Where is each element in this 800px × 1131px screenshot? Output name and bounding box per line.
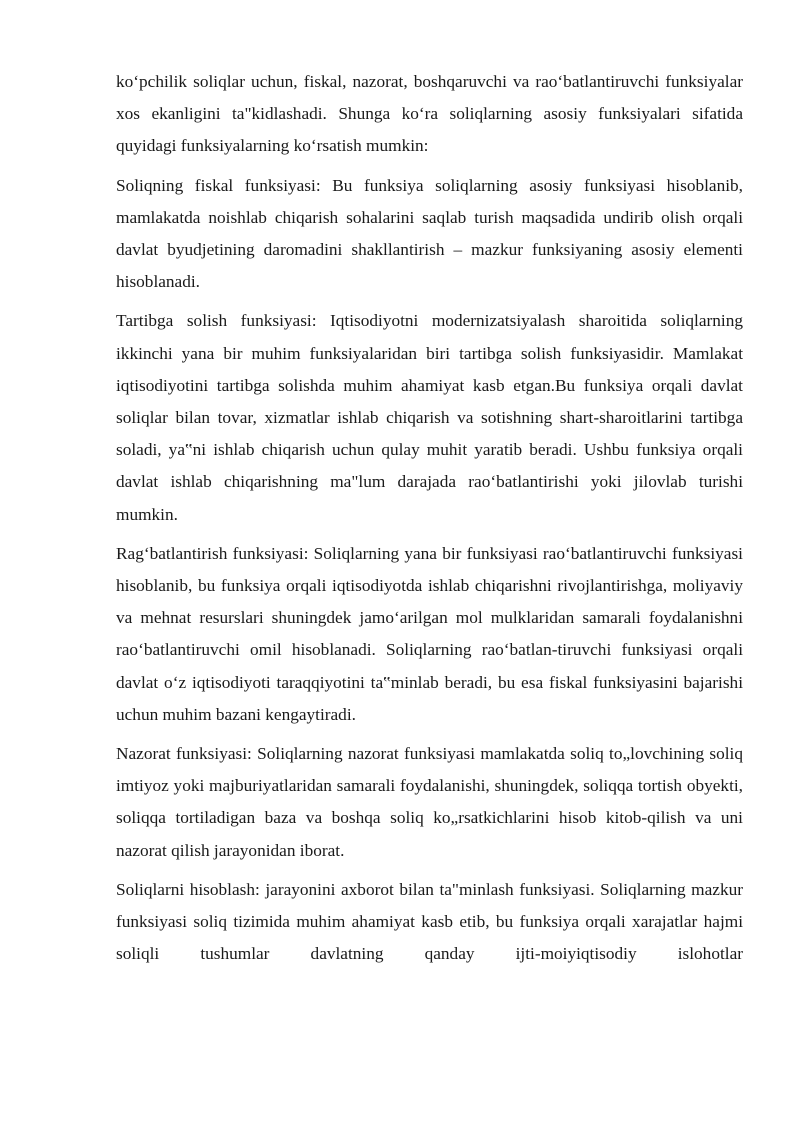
paragraph-regulatory-function: Tartibga solish funksiyasi: Iqtisodiyotni modernizatsiyalash sharoitida soliqlarning ikkinchi yana bir muhim funksiyalaridan biri tartibga solish funksiyasidir. Mamlakat iqtisodiyotini tartibga solishda muhim ahamiyat kasb etgan.Bu funksiya orqali davlat soliqlar bilan tovar, xizmatlar ishlab chiqarish va sotishning shart-sharoitlarini tartibga soladi, ya‟ni ishlab chiqarish uchun qulay muhit yaratib beradi. Ushbu funksiya orqali davlat ishlab chiqarishning ma"lum darajada rao‘batlantirishi yoki jilovlab turishi mumkin.	[116, 311, 743, 524]
paragraph-intro: ko‘pchilik soliqlar uchun, fiskal, nazorat, boshqaruvchi va rao‘batlantiruvchi funksiyalar xos ekanligini ta"kidlashadi. Shunga ko‘ra soliqlarning asosiy funksiyalari sifatida quyidagi funksiyalarning ko‘rsatish mumkin:	[116, 72, 743, 156]
paragraph-calculation-function: Soliqlarni hisoblash: jarayonini axborot bilan ta"minlash funksiyasi. Soliqlarning mazkur funksiyasi soliq tizimida muhim ahamiyat kasb etib, bu funksiya orqali xarajatlar hajmi soliqli tushumlar davlatning qanday ijti-moiyiqtisodiy islohotlar	[116, 879, 743, 964]
paragraph-incentive-function: Rag‘batlantirish funksiyasi: Soliqlarning yana bir funksiyasi rao‘batlantiruvchi funksiyasi hisoblanib, bu funksiya orqali iqtisodiyotda ishlab chiqarishni rivojlantirishga, moliyaviy va mehnat resurslari shuningdek jamo‘arilgan mol mulklaridan samarali foydalanishni rao‘batlantiruvchi omil hisoblanadi. Soliqlarning rao‘batlan-tiruvchi funksiyasi orqali davlat o‘z iqtisodiyoti taraqqiyotini ta‟minlab beradi, bu esa fiskal funksiyasini bajarishi uchun muhim bazani kengaytiradi.	[116, 543, 743, 724]
paragraph-control-function: Nazorat funksiyasi: Soliqlarning nazorat funksiyasi mamlakatda soliq to„lovchining soliq imtiyoz yoki majburiyatlaridan samarali foydalanishi, shuningdek, soliqqa tortish obyekti, soliqqa tortiladigan baza va boshqa soliq ko„rsatkichlarini hisob kitob-qilish va uni nazorat qilish jarayonidan iborat.	[116, 744, 743, 860]
document-page	[116, 66, 743, 977]
paragraph-fiscal-function: Soliqning fiskal funksiyasi: Bu funksiya soliqlarning asosiy funksiyasi hisoblanib, mamlakatda noishlab chiqarish sohalarini saqlab turish maqsadida undirib olish orqali davlat byudjetining daromadini shakllantirish – mazkur funksiyaning asosiy elementi hisoblanadi.	[116, 175, 743, 292]
